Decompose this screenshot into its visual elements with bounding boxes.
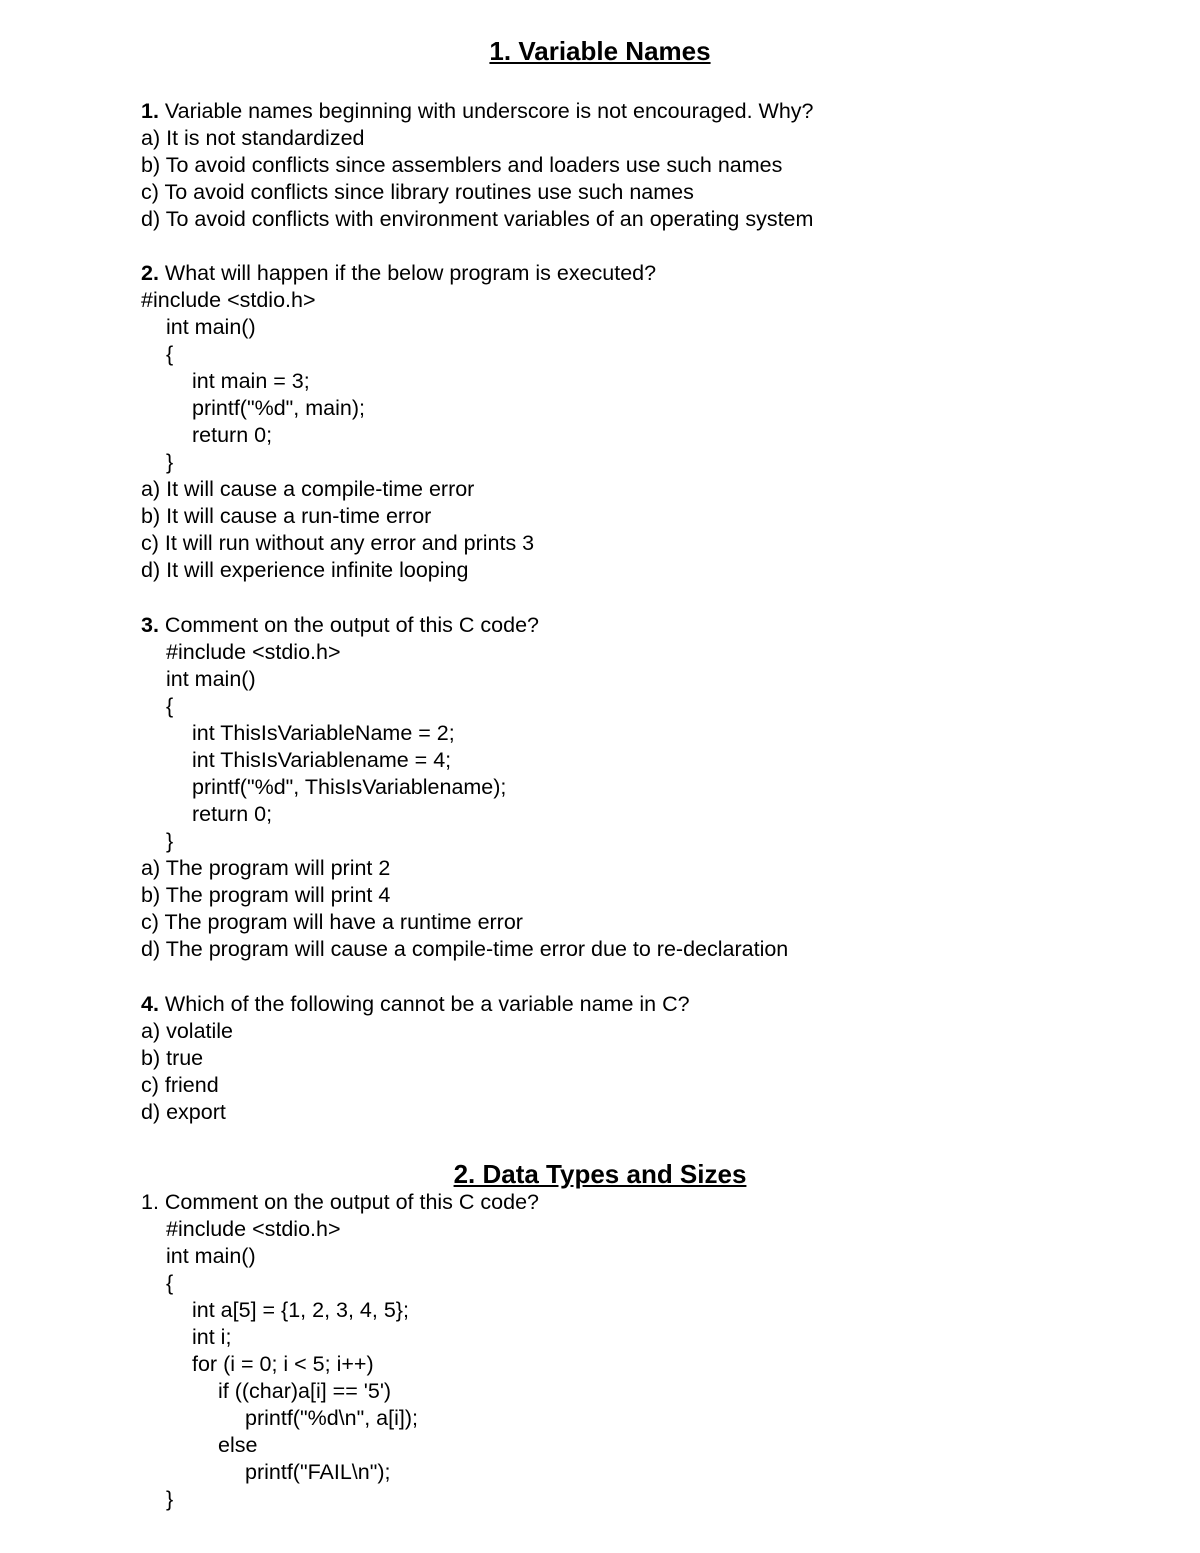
option-d: d) To avoid conflicts with environment variables of an operating system: [141, 207, 814, 231]
code-line: for (i = 0; i < 5; i++): [192, 1352, 374, 1376]
code-line: printf("FAIL\n");: [245, 1460, 391, 1484]
question-prompt: Which of the following cannot be a variable name in C?: [158, 992, 690, 1016]
code-line: {: [166, 1271, 174, 1295]
code-line: {: [166, 342, 174, 366]
option-c: c) It will run without any error and prints 3: [141, 531, 535, 555]
question-text: 1. Comment on the output of this C code?: [141, 1190, 539, 1214]
option-a: a) It is not standardized: [141, 126, 365, 150]
option-b: b) It will cause a run-time error: [141, 504, 432, 528]
code-line: return 0;: [192, 423, 273, 447]
question-number: 3.: [141, 613, 159, 637]
question-number: 1.: [141, 99, 159, 123]
option-b: b) true: [141, 1046, 204, 1070]
code-line: printf("%d\n", a[i]);: [245, 1406, 418, 1430]
option-d: d) It will experience infinite looping: [141, 558, 469, 582]
code-line: return 0;: [192, 802, 273, 826]
code-line: int main(): [166, 315, 256, 339]
question-text: [141, 991, 690, 1018]
code-line: int main(): [166, 667, 256, 691]
code-line: printf("%d", main);: [192, 396, 365, 420]
option-a: a) It will cause a compile-time error: [141, 477, 475, 501]
question-text: [141, 612, 539, 639]
option-d: d) export: [141, 1100, 226, 1124]
code-line: if ((char)a[i] == '5'): [218, 1379, 392, 1403]
code-line: #include <stdio.h>: [141, 288, 316, 312]
code-line: int i;: [192, 1325, 232, 1349]
code-line: int a[5] = {1, 2, 3, 4, 5};: [192, 1298, 409, 1322]
code-line: int main(): [166, 1244, 256, 1268]
option-b: b) The program will print 4: [141, 883, 391, 907]
section-title-data-types: 2. Data Types and Sizes: [453, 1159, 747, 1189]
code-line: {: [166, 694, 174, 718]
question-prompt: Variable names beginning with underscore is not encouraged. Why?: [158, 99, 814, 123]
code-line: #include <stdio.h>: [166, 640, 341, 664]
section-title-variable-names: 1. Variable Names: [489, 36, 711, 66]
code-line: int ThisIsVariablename = 4;: [192, 748, 452, 772]
option-b: b) To avoid conflicts since assemblers and loaders use such names: [141, 153, 783, 177]
option-c: c) To avoid conflicts since library routines use such names: [141, 180, 694, 204]
code-line: }: [166, 829, 174, 853]
code-line: printf("%d", ThisIsVariablename);: [192, 775, 507, 799]
option-a: a) The program will print 2: [141, 856, 391, 880]
question-text: [141, 260, 656, 287]
code-line: int main = 3;: [192, 369, 310, 393]
question-number: 2.: [141, 261, 159, 285]
question-prompt: Comment on the output of this C code?: [158, 613, 539, 637]
code-line: else: [218, 1433, 258, 1457]
option-c: c) The program will have a runtime error: [141, 910, 523, 934]
question-number: 4.: [141, 992, 159, 1016]
option-d: d) The program will cause a compile-time error due to re-declaration: [141, 937, 789, 961]
option-a: a) volatile: [141, 1019, 234, 1043]
code-line: int ThisIsVariableName = 2;: [192, 721, 455, 745]
code-line: }: [166, 450, 174, 474]
option-c: c) friend: [141, 1073, 219, 1097]
code-line: }: [166, 1487, 174, 1511]
question-text: [141, 98, 813, 125]
code-line: #include <stdio.h>: [166, 1217, 341, 1241]
question-prompt: What will happen if the below program is executed?: [158, 261, 657, 285]
